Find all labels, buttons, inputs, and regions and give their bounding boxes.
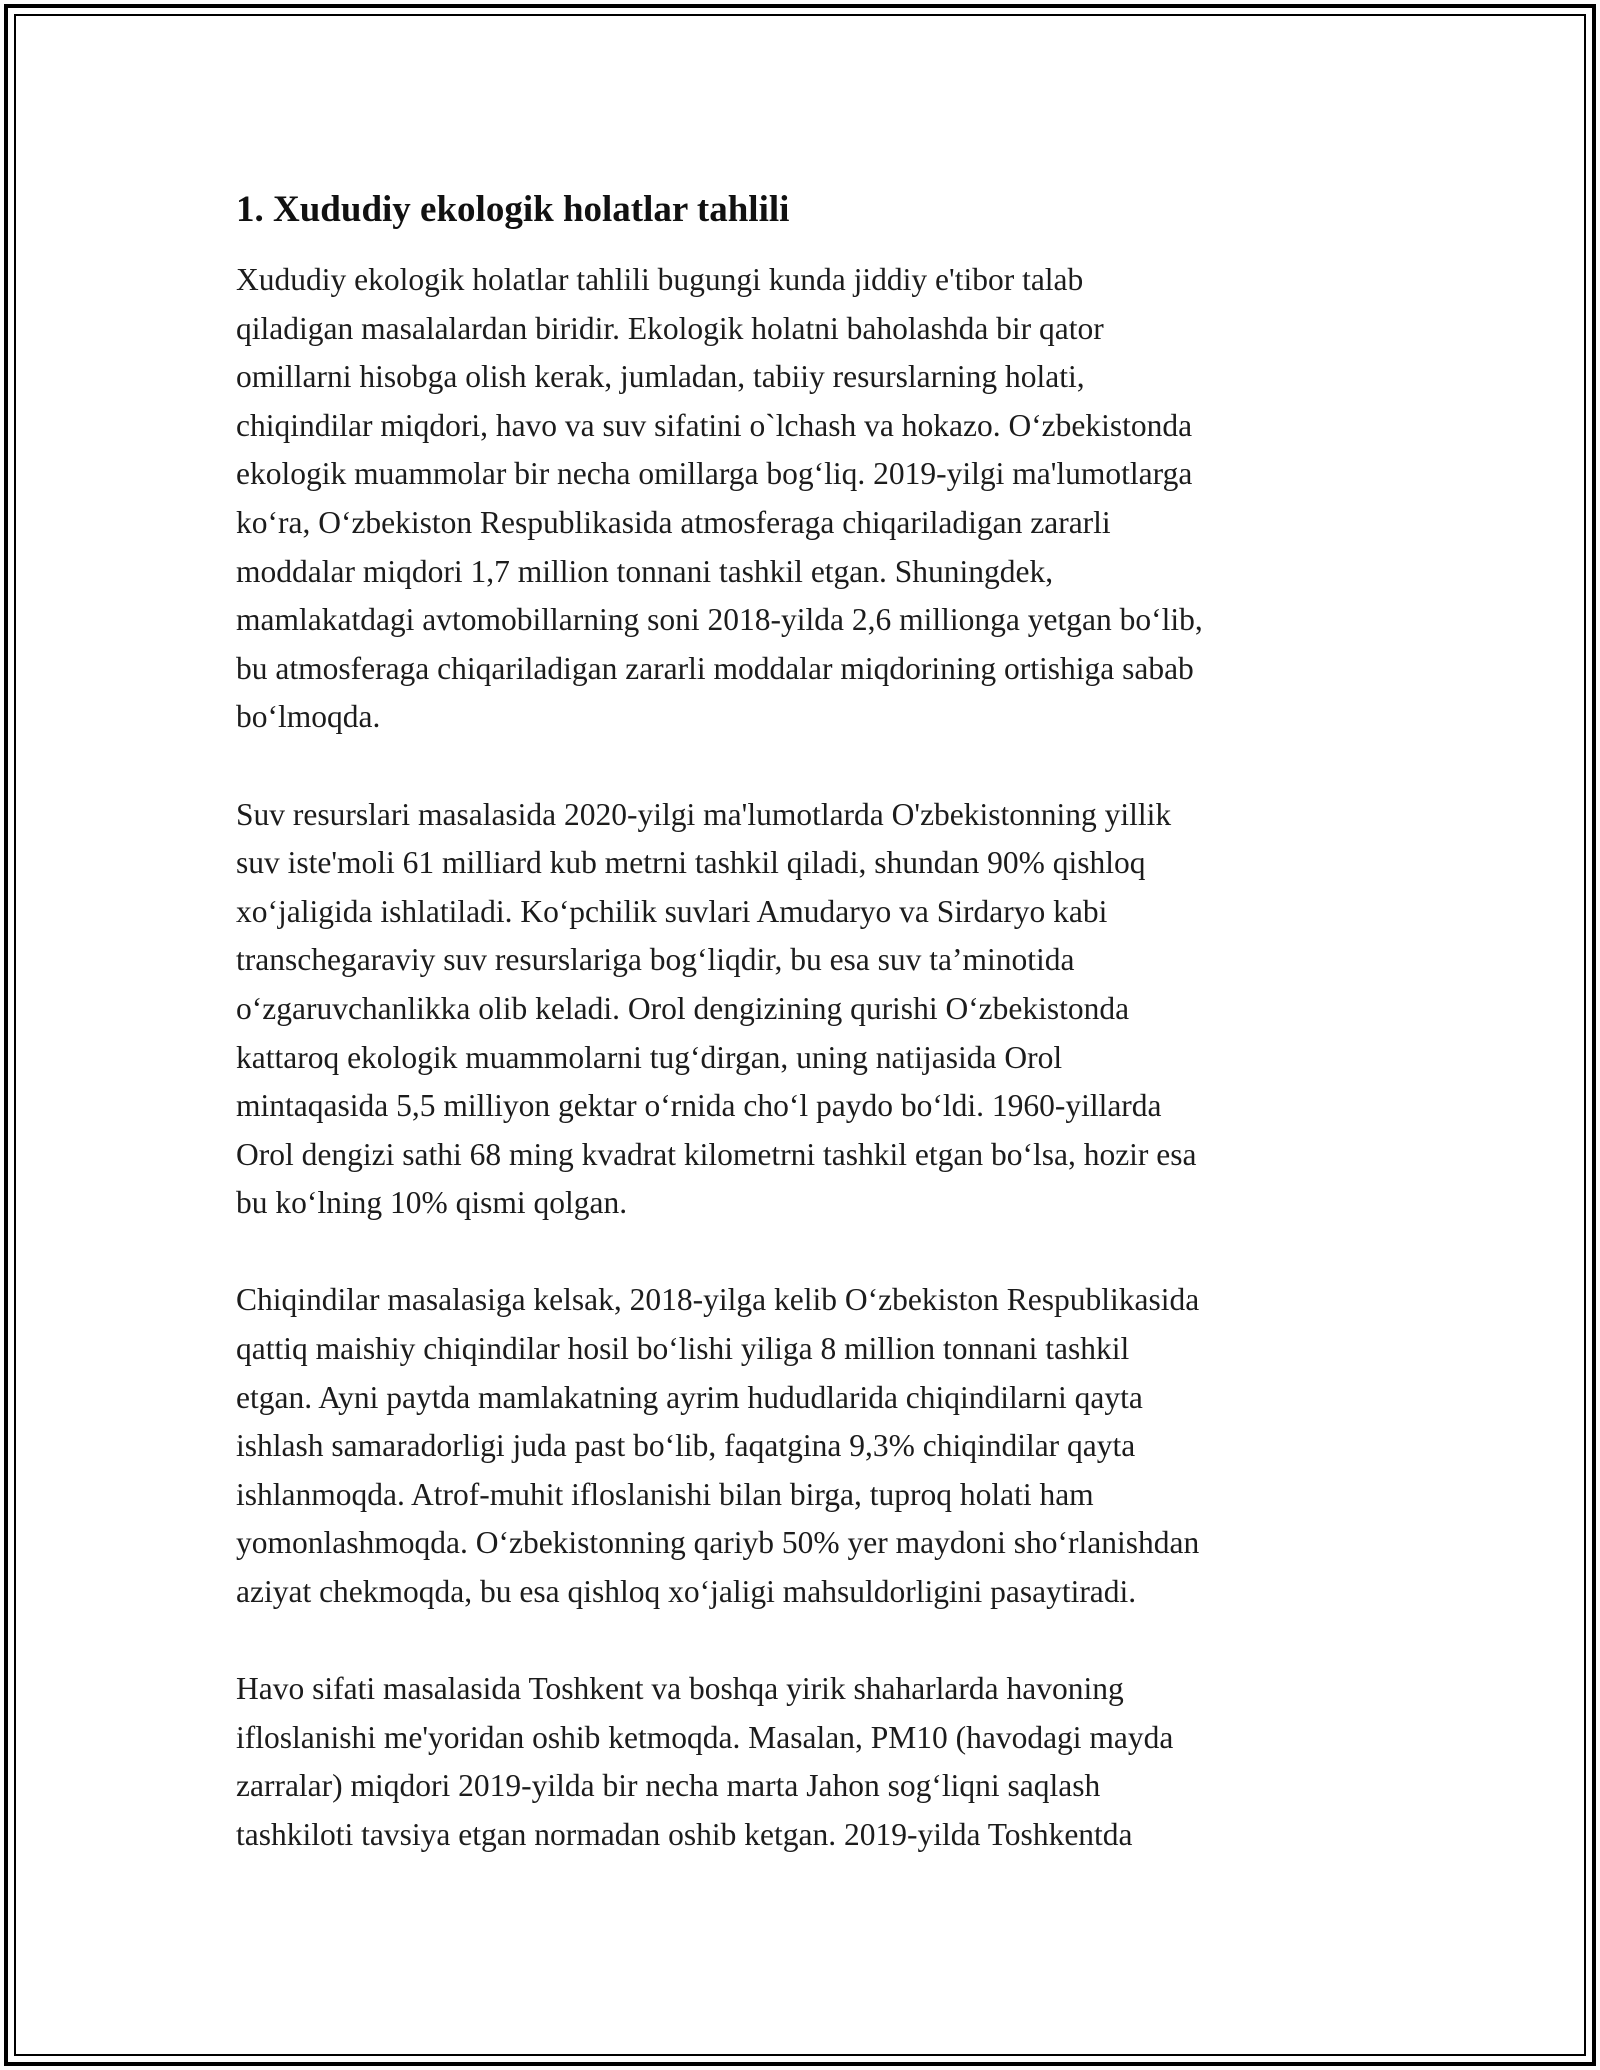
text-line: mamlakatdagi avtomobillarning soni 2018-yilda 2,6 millionga yetgan bo‘lib, [236,602,1203,638]
text-line: xo‘jaligida ishlatiladi. Ko‘pchilik suvlari Amudaryo va Sirdaryo kabi [236,893,1108,929]
text-line: kattaroq ekologik muammolarni tug‘dirgan, uning natijasida Orol [236,1039,1063,1075]
paragraph-ecology-overview [236,256,1366,742]
text-line: ko‘ra, O‘zbekiston Respublikasida atmosferaga chiqariladigan zararli [236,504,1111,540]
text-line: qiladigan masalalardan biridir. Ekologik holatni baholashda bir qator [236,310,1104,346]
text-line: ifloslanishi me'yoridan oshib ketmoqda. Masalan, PM10 (havodagi mayda [236,1719,1174,1755]
text-line: omillarni hisobga olish kerak, jumladan, tabiiy resurslarning holati, [236,359,1085,395]
text-line: Havo sifati masalasida Toshkent va boshqa yirik shaharlarda havoning [236,1671,1124,1707]
text-line: Orol dengizi sathi 68 ming kvadrat kilometrni tashkil etgan bo‘lsa, hozir esa [236,1136,1197,1172]
text-line: ishlanmoqda. Atrof-muhit ifloslanishi bilan birga, tuproq holati ham [236,1476,1094,1512]
text-line: Chiqindilar masalasiga kelsak, 2018-yilga kelib O‘zbekiston Respublikasida [236,1282,1200,1318]
text-line: transchegaraviy suv resurslariga bog‘liqdir, bu esa suv ta’minotida [236,942,1075,978]
text-line: tashkiloti tavsiya etgan normadan oshib ketgan. 2019-yilda Toshkentda [236,1817,1133,1852]
text-line: o‘zgaruvchanlikka olib keladi. Orol dengizining qurishi O‘zbekistonda [236,990,1130,1026]
text-line: zarralar) miqdori 2019-yilda bir necha marta Jahon sog‘liqni saqlash [236,1768,1101,1804]
text-line: Xududiy ekologik holatlar tahlili bugungi kunda jiddiy e'tibor talab [236,262,1084,297]
text-line: etgan. Ayni paytda mamlakatning ayrim hududlarida chiqindilarni qayta [236,1379,1143,1415]
text-line: aziyat chekmoqda, bu esa qishloq xo‘jaligi mahsuldorligini pasaytiradi. [236,1574,1137,1610]
text-line: yomonlashmoqda. O‘zbekistonning qariyb 50% yer maydoni sho‘rlanishdan [236,1525,1200,1561]
document-body [236,186,1366,1908]
paragraph-air-quality [236,1665,1366,1859]
text-line: ekologik muammolar bir necha omillarga bog‘liq. 2019-yilgi ma'lumotlarga [236,456,1193,492]
text-line: bu ko‘lning 10% qismi qolgan. [236,1185,628,1221]
section-heading: 1. Xududiy ekologik holatlar tahlili [236,189,790,230]
paragraph-waste [236,1276,1366,1616]
text-line: chiqindilar miqdori, havo va suv sifatini o`lchash va hokazo. O‘zbekistonda [236,407,1193,443]
paragraph-water-resources [236,791,1366,1228]
text-line: suv iste'moli 61 milliard kub metrni tashkil qiladi, shundan 90% qishloq [236,845,1146,881]
text-line: bo‘lmoqda. [236,699,381,735]
text-line: bu atmosferaga chiqariladigan zararli moddalar miqdorining ortishiga sabab [236,650,1194,686]
text-line: ishlash samaradorligi juda past bo‘lib, faqatgina 9,3% chiqindilar qayta [236,1428,1136,1464]
text-line: qattiq maishiy chiqindilar hosil bo‘lishi yiliga 8 million tonnani tashkil [236,1331,1130,1367]
text-line: Suv resurslari masalasida 2020-yilgi ma'lumotlarda O'zbekistonning yillik [236,796,1172,832]
text-line: mintaqasida 5,5 milliyon gektar o‘rnida cho‘l paydo bo‘ldi. 1960-yillarda [236,1088,1162,1124]
text-line: moddalar miqdori 1,7 million tonnani tashkil etgan. Shuningdek, [236,553,1054,589]
